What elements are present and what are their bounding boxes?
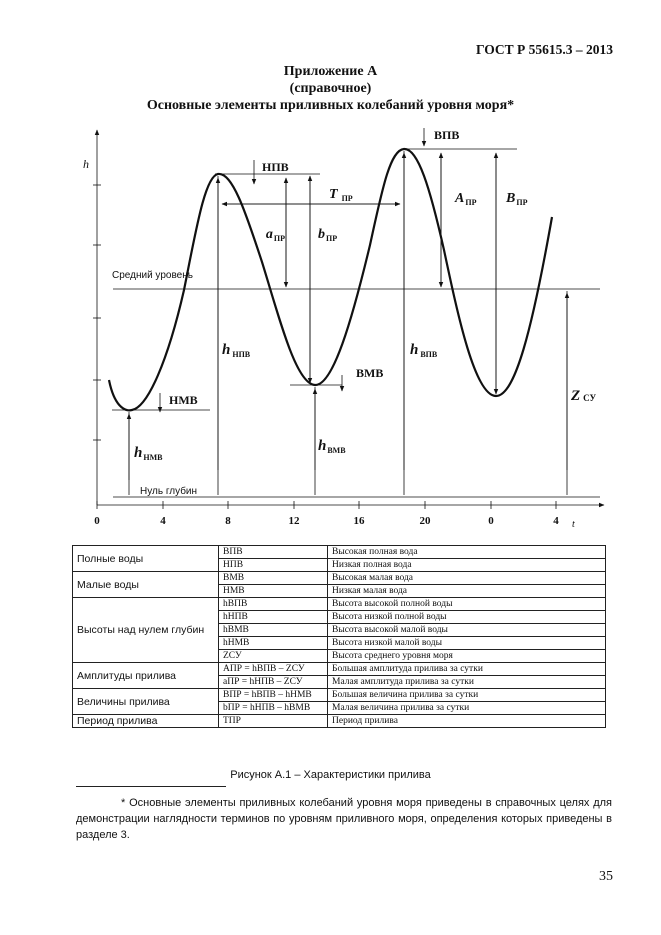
figure-caption: Рисунок А.1 – Характеристики прилива — [230, 769, 431, 781]
desc-cell: Низкая полная вода — [328, 559, 606, 572]
abbr-cell: hНПВ — [219, 611, 328, 624]
table-row — [73, 689, 606, 702]
h-npv-label: h $_{НПВ}$ — [222, 342, 251, 359]
desc-cell: Малая величина прилива за сутки — [328, 702, 606, 715]
h-nmv-label: $h_{НМВ}$ — [134, 445, 163, 462]
table-row — [73, 663, 606, 676]
table-row — [73, 715, 606, 728]
desc-cell: Высота среднего уровня моря — [328, 650, 606, 663]
abbr-cell: hВПВ — [219, 598, 328, 611]
abbr-cell: BПР = hВПВ – hНМВ — [219, 689, 328, 702]
x-tick-label: 16 — [353, 515, 365, 527]
table-row — [73, 598, 606, 611]
table-row — [73, 546, 606, 559]
group-cell: Высоты над нулем глубин — [73, 598, 219, 663]
abbr-cell: ВМВ — [219, 572, 328, 585]
x-tick-label: 20 — [419, 515, 431, 527]
abbr-cell: НПВ — [219, 559, 328, 572]
standard-header: ГОСТ Р 55615.3 – 2013 — [475, 42, 613, 57]
abbr-cell: bПР = hНПВ – hВМВ — [219, 702, 328, 715]
vpv-label: ВПВ — [434, 128, 460, 142]
x-tick-label: 0 — [94, 515, 100, 527]
desc-cell: Высокая малая вода — [328, 572, 606, 585]
x-axis-label: t — [572, 519, 575, 530]
abbr-cell: AПР = hВПВ – ZСУ — [219, 663, 328, 676]
annex-status: (справочное) — [289, 81, 372, 96]
desc-cell: Высота высокой малой воды — [328, 624, 606, 637]
npv-label: НПВ — [262, 160, 289, 174]
A-label: $A_{ПР}$ — [455, 191, 477, 207]
h-vmv-label: $h_{ВМВ}$ — [318, 438, 346, 455]
h-vpv-label: h $_{ВПВ}$ — [410, 342, 438, 359]
abbr-cell: hНМВ — [219, 637, 328, 650]
group-cell: Малые воды — [73, 572, 219, 598]
page-number: 35 — [599, 869, 613, 884]
group-cell: Величины прилива — [73, 689, 219, 715]
nmv-label: НМВ — [169, 393, 198, 407]
vmv-label: ВМВ — [356, 366, 384, 380]
abbr-cell: ВПВ — [219, 546, 328, 559]
footnote: * Основные элементы приливных колебаний уровня моря приведены в справочных целях для демонстрации наглядности терминов по уровням приливного моря, определения которых приведены в разделе 3. — [76, 797, 612, 841]
terms-table — [72, 545, 606, 728]
x-tick-label: 4 — [160, 515, 166, 527]
abbr-cell: ZСУ — [219, 650, 328, 663]
abbr-cell: aПР = hНПВ – ZСУ — [219, 676, 328, 689]
x-tick-label: 12 — [288, 515, 300, 527]
desc-cell: Высокая полная вода — [328, 546, 606, 559]
desc-cell: Большая величина прилива за сутки — [328, 689, 606, 702]
x-tick-label: 8 — [225, 515, 231, 527]
desc-cell: Высота высокой полной воды — [328, 598, 606, 611]
annex-title: Приложение А — [283, 64, 378, 79]
mean-level-label: Средний уровень — [112, 270, 193, 281]
desc-cell: Высота низкой полной воды — [328, 611, 606, 624]
z-label: ZСУ — [571, 388, 597, 404]
annex-name: Основные элементы приливных колебаний уровня моря* — [146, 98, 515, 113]
a-label: $a_{ПР}$ — [265, 227, 285, 243]
datum-label: Нуль глубин — [140, 486, 198, 497]
desc-cell: Малая амплитуда прилива за сутки — [328, 676, 606, 689]
desc-cell: Высота низкой малой воды — [328, 637, 606, 650]
footnote-divider — [76, 786, 226, 787]
abbr-cell: TПР — [219, 715, 328, 728]
x-tick-label: 0 — [488, 515, 494, 527]
abbr-cell: hВМВ — [219, 624, 328, 637]
y-axis-label: h — [83, 157, 89, 171]
group-cell: Период прилива — [73, 715, 219, 728]
x-tick-label: 4 — [553, 515, 559, 527]
B-label: $B_{ПР}$ — [506, 191, 528, 207]
desc-cell: Низкая малая вода — [328, 585, 606, 598]
table-row — [73, 572, 606, 585]
desc-cell: Большая амплитуда прилива за сутки — [328, 663, 606, 676]
group-cell: Полные воды — [73, 546, 219, 572]
period-label: T $_{ПР}$ — [329, 187, 353, 203]
desc-cell: Период прилива — [328, 715, 606, 728]
abbr-cell: НМВ — [219, 585, 328, 598]
b-label: $b_{ПР}$ — [318, 227, 338, 243]
group-cell: Амплитуды прилива — [73, 663, 219, 689]
